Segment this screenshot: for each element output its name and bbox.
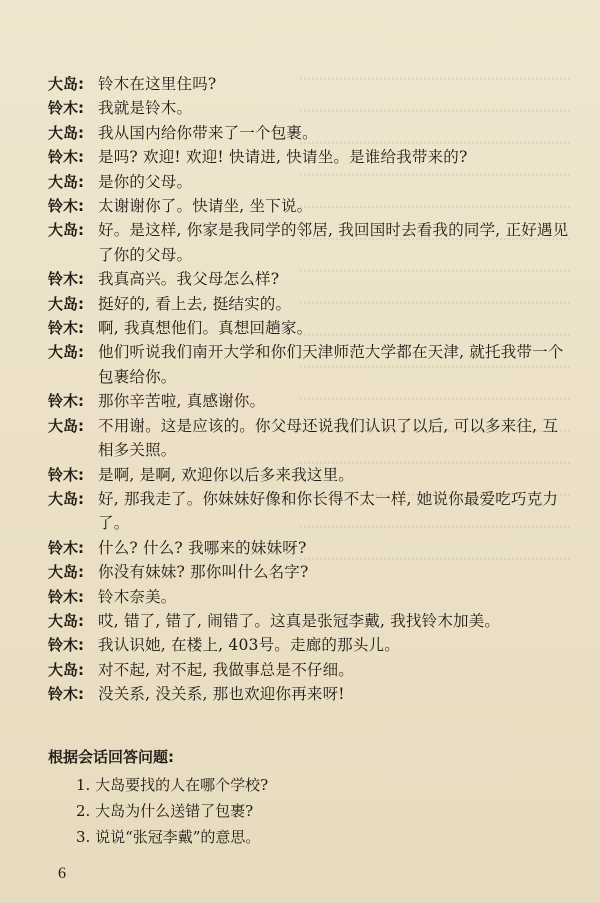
utterance-text: 那你辛苦啦, 真感谢你。 (98, 392, 266, 411)
speaker-name: 铃木: (48, 685, 84, 704)
speaker-name: 铃木: (48, 270, 84, 289)
dialogue-line (48, 194, 572, 218)
utterance-text: 我认识她, 在楼上, 403号。走廊的那头儿。 (98, 636, 400, 655)
page-number: 6 (58, 865, 66, 882)
speaker-name: 铃木: (48, 319, 84, 338)
speaker-name: 大岛: (48, 343, 84, 362)
dialogue-line (48, 487, 572, 536)
question-item: 3. 说说“张冠李戴”的意思。 (76, 828, 261, 846)
speaker-name: 铃木: (48, 148, 84, 167)
utterance-text: 什么? 什么? 我哪来的妹妹呀? (98, 538, 307, 557)
speaker-name: 大岛: (48, 75, 84, 93)
dialogue-line (48, 633, 572, 657)
dialogue-line (48, 121, 572, 145)
dialogue-line (48, 536, 572, 560)
dialogue-line (48, 170, 572, 194)
utterance-text: 我从国内给你带来了一个包裹。 (98, 123, 318, 142)
speaker-name: 铃木: (48, 197, 84, 216)
dialogue-line (48, 682, 572, 706)
dialogue-line (48, 96, 572, 120)
utterance-text: 没关系, 没关系, 那也欢迎你再来呀! (98, 685, 345, 704)
question-item: 2. 大岛为什么送错了包裹? (76, 802, 254, 820)
utterance-text: 是你的父母。 (98, 172, 193, 191)
dialogue-line (48, 72, 572, 96)
speaker-name: 铃木: (48, 392, 84, 411)
comprehension-questions (48, 744, 572, 850)
dialogue-line (48, 658, 572, 682)
dialogue (48, 72, 572, 707)
speaker-name: 大岛: (48, 123, 84, 142)
utterance-text: 铃木在这里住吗? (98, 75, 217, 93)
speaker-name: 铃木: (48, 636, 84, 655)
dialogue-line (48, 463, 572, 487)
question-item: 1. 大岛要找的人在哪个学校? (76, 776, 269, 794)
speaker-name: 大岛: (48, 172, 84, 191)
utterance-text: 不用谢。这是应该的。你父母还说我们认识了以后, 可以多来往, 互相多关照。 (98, 416, 559, 460)
speaker-name: 铃木: (48, 465, 84, 484)
utterance-text: 他们听说我们南开大学和你们天津师范大学都在天津, 就托我带一个包裹给你。 (98, 343, 564, 386)
utterance-text: 我就是铃木。 (98, 99, 193, 118)
speaker-name: 大岛: (48, 416, 84, 435)
dialogue-line (48, 585, 572, 609)
speaker-name: 大岛: (48, 221, 84, 240)
dialogue-line (48, 560, 572, 584)
utterance-text: 你没有妹妹? 那你叫什么名字? (98, 563, 309, 582)
speaker-name: 铃木: (48, 587, 84, 606)
dialogue-line (48, 609, 572, 633)
utterance-text: 是啊, 是啊, 欢迎你以后多来我这里。 (98, 465, 355, 484)
speaker-name: 大岛: (48, 563, 84, 582)
utterance-text: 好, 那我走了。你妹妹好像和你长得不太一样, 她说你最爱吃巧克力了。 (98, 489, 559, 533)
utterance-text: 是吗? 欢迎! 欢迎! 快请进, 快请坐。是谁给我带来的? (98, 148, 468, 167)
dialogue-line (48, 340, 572, 389)
dialogue-line (48, 414, 572, 463)
speaker-name: 铃木: (48, 538, 84, 557)
speaker-name: 大岛: (48, 294, 84, 313)
dialogue-line (48, 292, 572, 316)
utterance-text: 好。是这样, 你家是我同学的邻居, 我回国时去看我的同学, 正好遇见了你的父母。 (98, 221, 569, 264)
speaker-name: 大岛: (48, 660, 84, 679)
utterance-text: 啊, 我真想他们。真想回趟家。 (98, 319, 313, 338)
utterance-text: 铃木奈美。 (98, 587, 177, 606)
dialogue-line (48, 145, 572, 169)
dialogue-line (48, 389, 572, 413)
utterance-text: 太谢谢你了。快请坐, 坐下说。 (98, 197, 313, 216)
utterance-text: 我真高兴。我父母怎么样? (98, 270, 280, 289)
utterance-text: 哎, 错了, 错了, 闹错了。这真是张冠李戴, 我找铃木加美。 (98, 611, 501, 630)
speaker-name: 大岛: (48, 489, 84, 508)
utterance-text: 对不起, 对不起, 我做事总是不仔细。 (98, 660, 355, 679)
utterance-text: 挺好的, 看上去, 挺结实的。 (98, 294, 292, 313)
dialogue-line (48, 267, 572, 291)
speaker-name: 大岛: (48, 611, 84, 630)
dialogue-line (48, 316, 572, 340)
questions-title: 根据会话回答问题: (48, 748, 174, 766)
speaker-name: 铃木: (48, 99, 84, 118)
dialogue-line (48, 218, 572, 267)
